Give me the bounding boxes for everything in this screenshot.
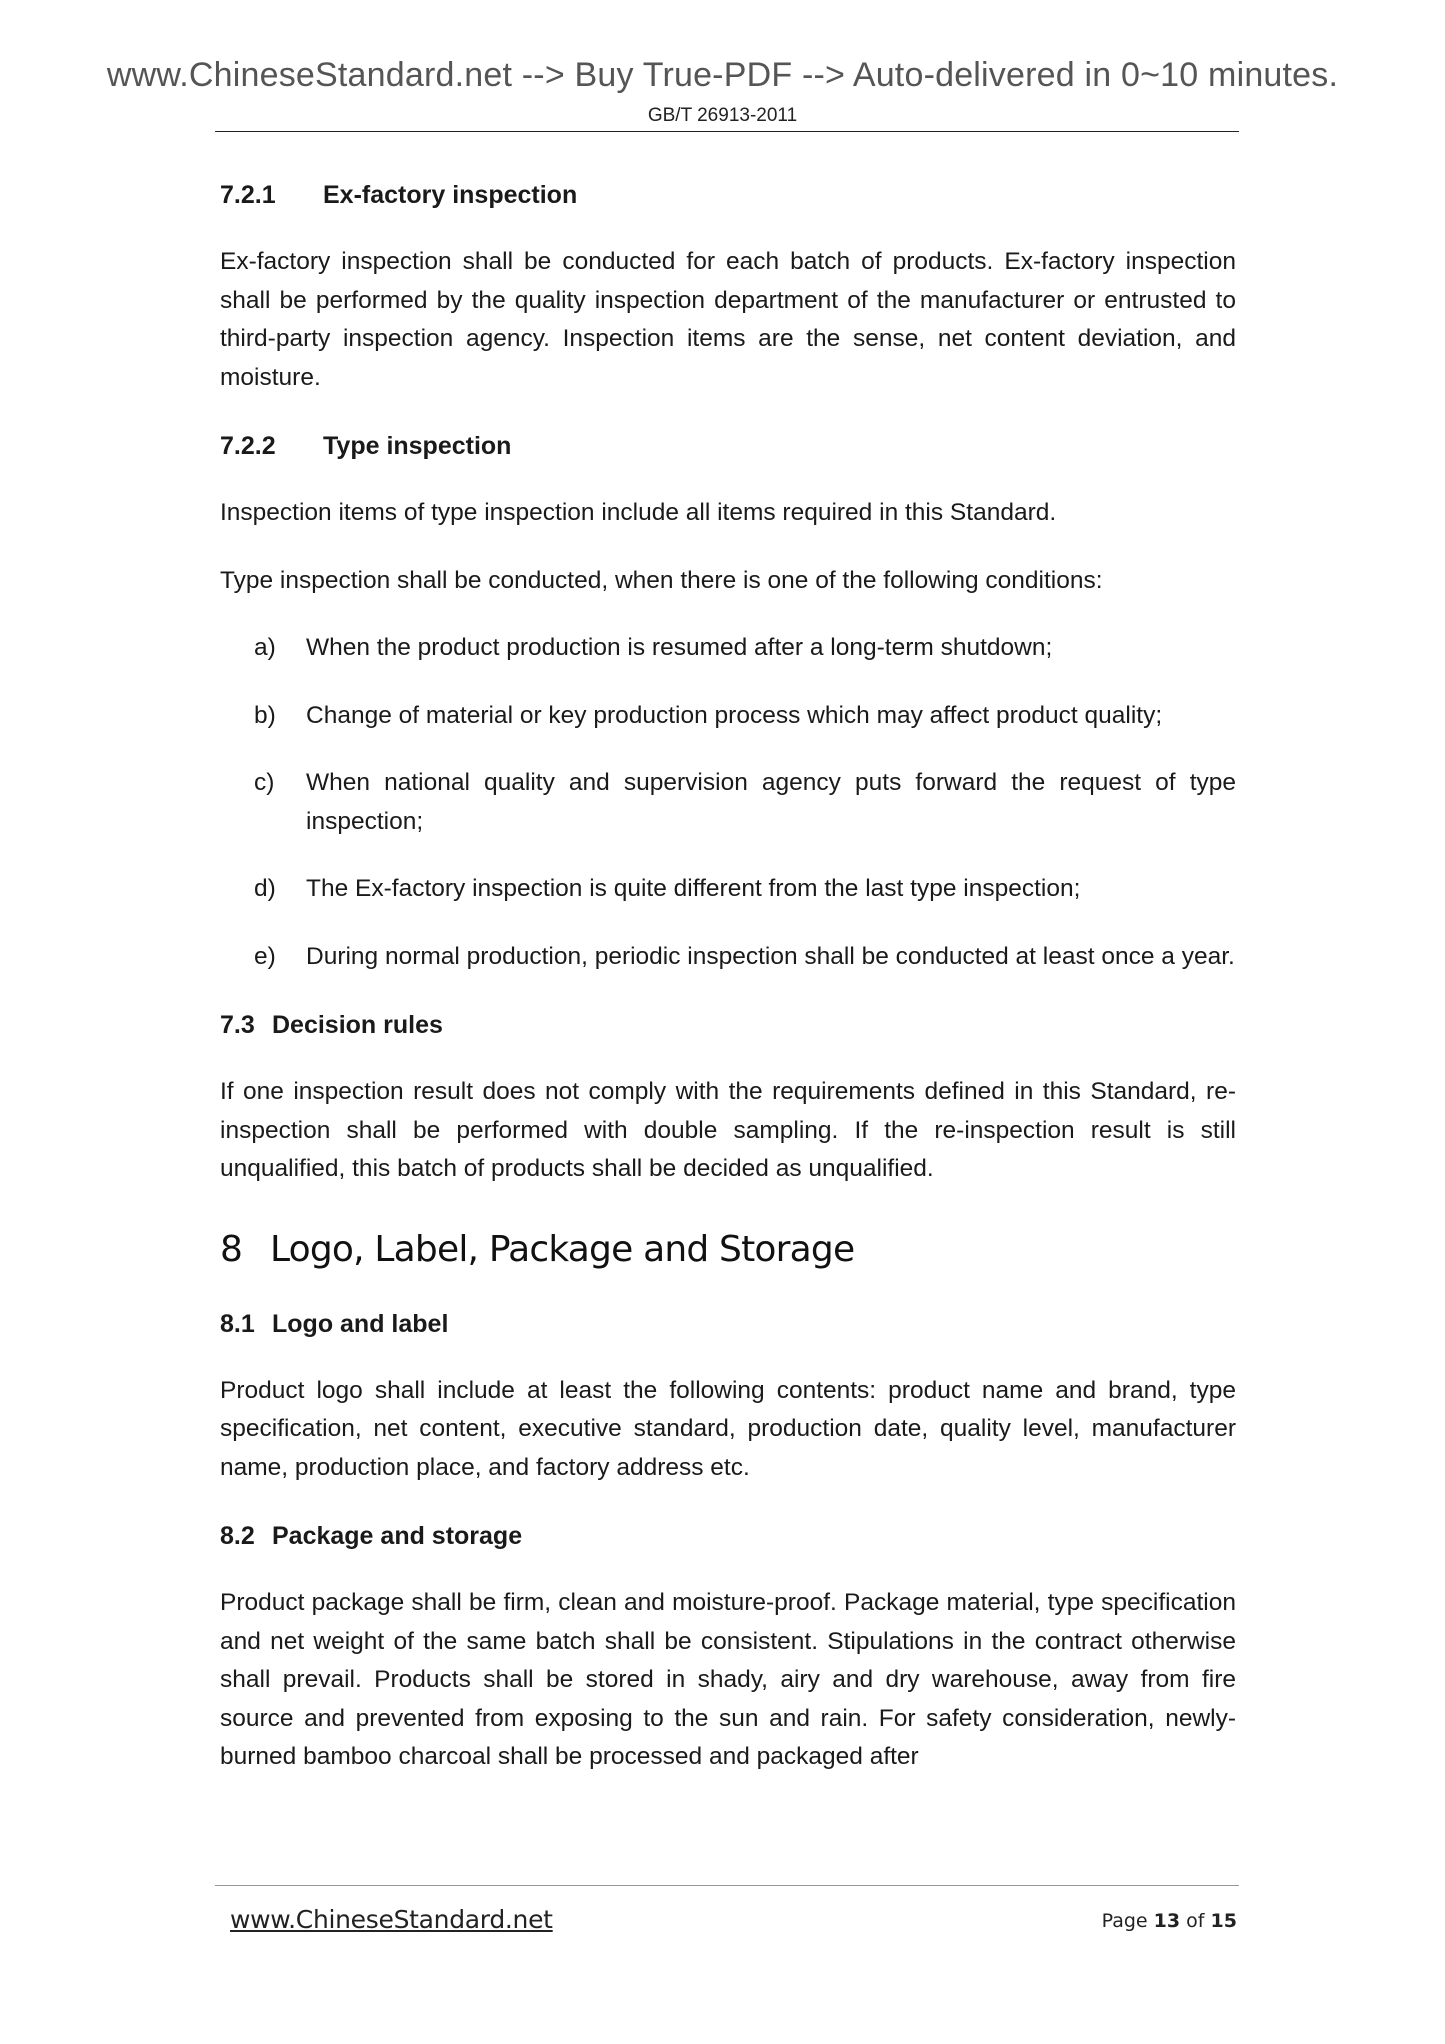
chapter-title: Logo, Label, Package and Storage xyxy=(270,1228,855,1270)
page-total: 15 xyxy=(1210,1910,1237,1932)
list-item xyxy=(220,764,1236,841)
paragraph: If one inspection result does not comply with the requirements defined in this Standard, re-inspection shall be performed with double sampling. If the re-inspection result is still unqualified, this batch of products shall be decided as unqualified. xyxy=(220,1078,1236,1182)
paragraph: Ex-factory inspection shall be conducted for each batch of products. Ex-factory inspection shall be performed by the quality inspection department of the manufacturer or entrusted to third-party inspection agency. Inspection items are the sense, net content deviation, and moisture. xyxy=(220,248,1236,391)
section-heading-8-2 xyxy=(220,1517,1236,1555)
paragraph: Product package shall be firm, clean and moisture-proof. Package material, type specification and net weight of the same batch shall be consistent. Stipulations in the contract otherwise shall prevail. Products shall be stored in shady, airy and dry warehouse, away from fire source and prevented from exposing to the sun and rain. For safety consideration, newly-burned bamboo charcoal shall be processed and packaged after xyxy=(220,1589,1236,1770)
list-item-label: a) xyxy=(254,634,276,661)
list-item-label: e) xyxy=(254,942,276,970)
section-number: 8.1 xyxy=(220,1309,255,1338)
section-number: 8.2 xyxy=(220,1522,255,1550)
list-item-text: The Ex-factory inspection is quite different from the last type inspection; xyxy=(306,875,1081,902)
page-number xyxy=(1102,1910,1237,1932)
section-heading-7-2-1 xyxy=(220,176,1236,214)
list-item-label: b) xyxy=(254,701,276,729)
page-current: 13 xyxy=(1153,1910,1181,1932)
section-title: Type inspection xyxy=(323,432,512,460)
standard-code: GB/T 26913-2011 xyxy=(647,105,798,126)
section-heading-8-1 xyxy=(220,1305,1236,1343)
header-banner: www.ChineseStandard.net --> Buy True-PDF --> Auto-delivered in 0~10 minutes. xyxy=(106,56,1339,94)
header-divider xyxy=(215,131,1239,132)
page-of: of xyxy=(1186,1910,1205,1932)
list-item-text: When national quality and supervision agency puts forward the request of type inspection; xyxy=(306,769,1236,835)
section-title: Decision rules xyxy=(272,1011,443,1039)
chapter-heading-8 xyxy=(220,1225,1236,1275)
footer-divider xyxy=(215,1885,1239,1886)
section-title: Ex-factory inspection xyxy=(323,181,578,209)
list-item-label: c) xyxy=(254,769,275,796)
section-number: 7.2.2 xyxy=(220,432,276,460)
page-content xyxy=(220,176,1236,1777)
footer-link[interactable]: www.ChineseStandard.net xyxy=(230,1905,553,1934)
list-item xyxy=(220,629,1236,668)
paragraph: Type inspection shall be conducted, when there is one of the following conditions: xyxy=(220,566,1103,594)
list-item xyxy=(220,870,1236,909)
list-item-text: Change of material or key production process which may affect product quality; xyxy=(306,701,1163,729)
section-title: Package and storage xyxy=(272,1522,523,1550)
paragraph: Inspection items of type inspection include all items required in this Standard. xyxy=(220,499,1057,526)
list-item-label: d) xyxy=(254,875,276,902)
section-heading-7-3 xyxy=(220,1006,1236,1044)
page-word: Page xyxy=(1101,1910,1148,1932)
list-item-text: During normal production, periodic inspection shall be conducted at least once a year. xyxy=(306,942,1235,970)
list-item xyxy=(220,938,1236,977)
list-item-text: When the product production is resumed after a long-term shutdown; xyxy=(306,634,1053,661)
paragraph: Product logo shall include at least the following contents: product name and brand, type specification, net content, executive standard, production date, quality level, manufacturer name, production place, and factory address etc. xyxy=(220,1376,1236,1481)
chapter-number: 8 xyxy=(220,1228,243,1270)
section-title: Logo and label xyxy=(272,1309,449,1338)
section-number: 7.3 xyxy=(220,1011,255,1039)
list-item xyxy=(220,697,1236,736)
section-number: 7.2.1 xyxy=(220,181,276,209)
section-heading-7-2-2 xyxy=(220,427,1236,465)
